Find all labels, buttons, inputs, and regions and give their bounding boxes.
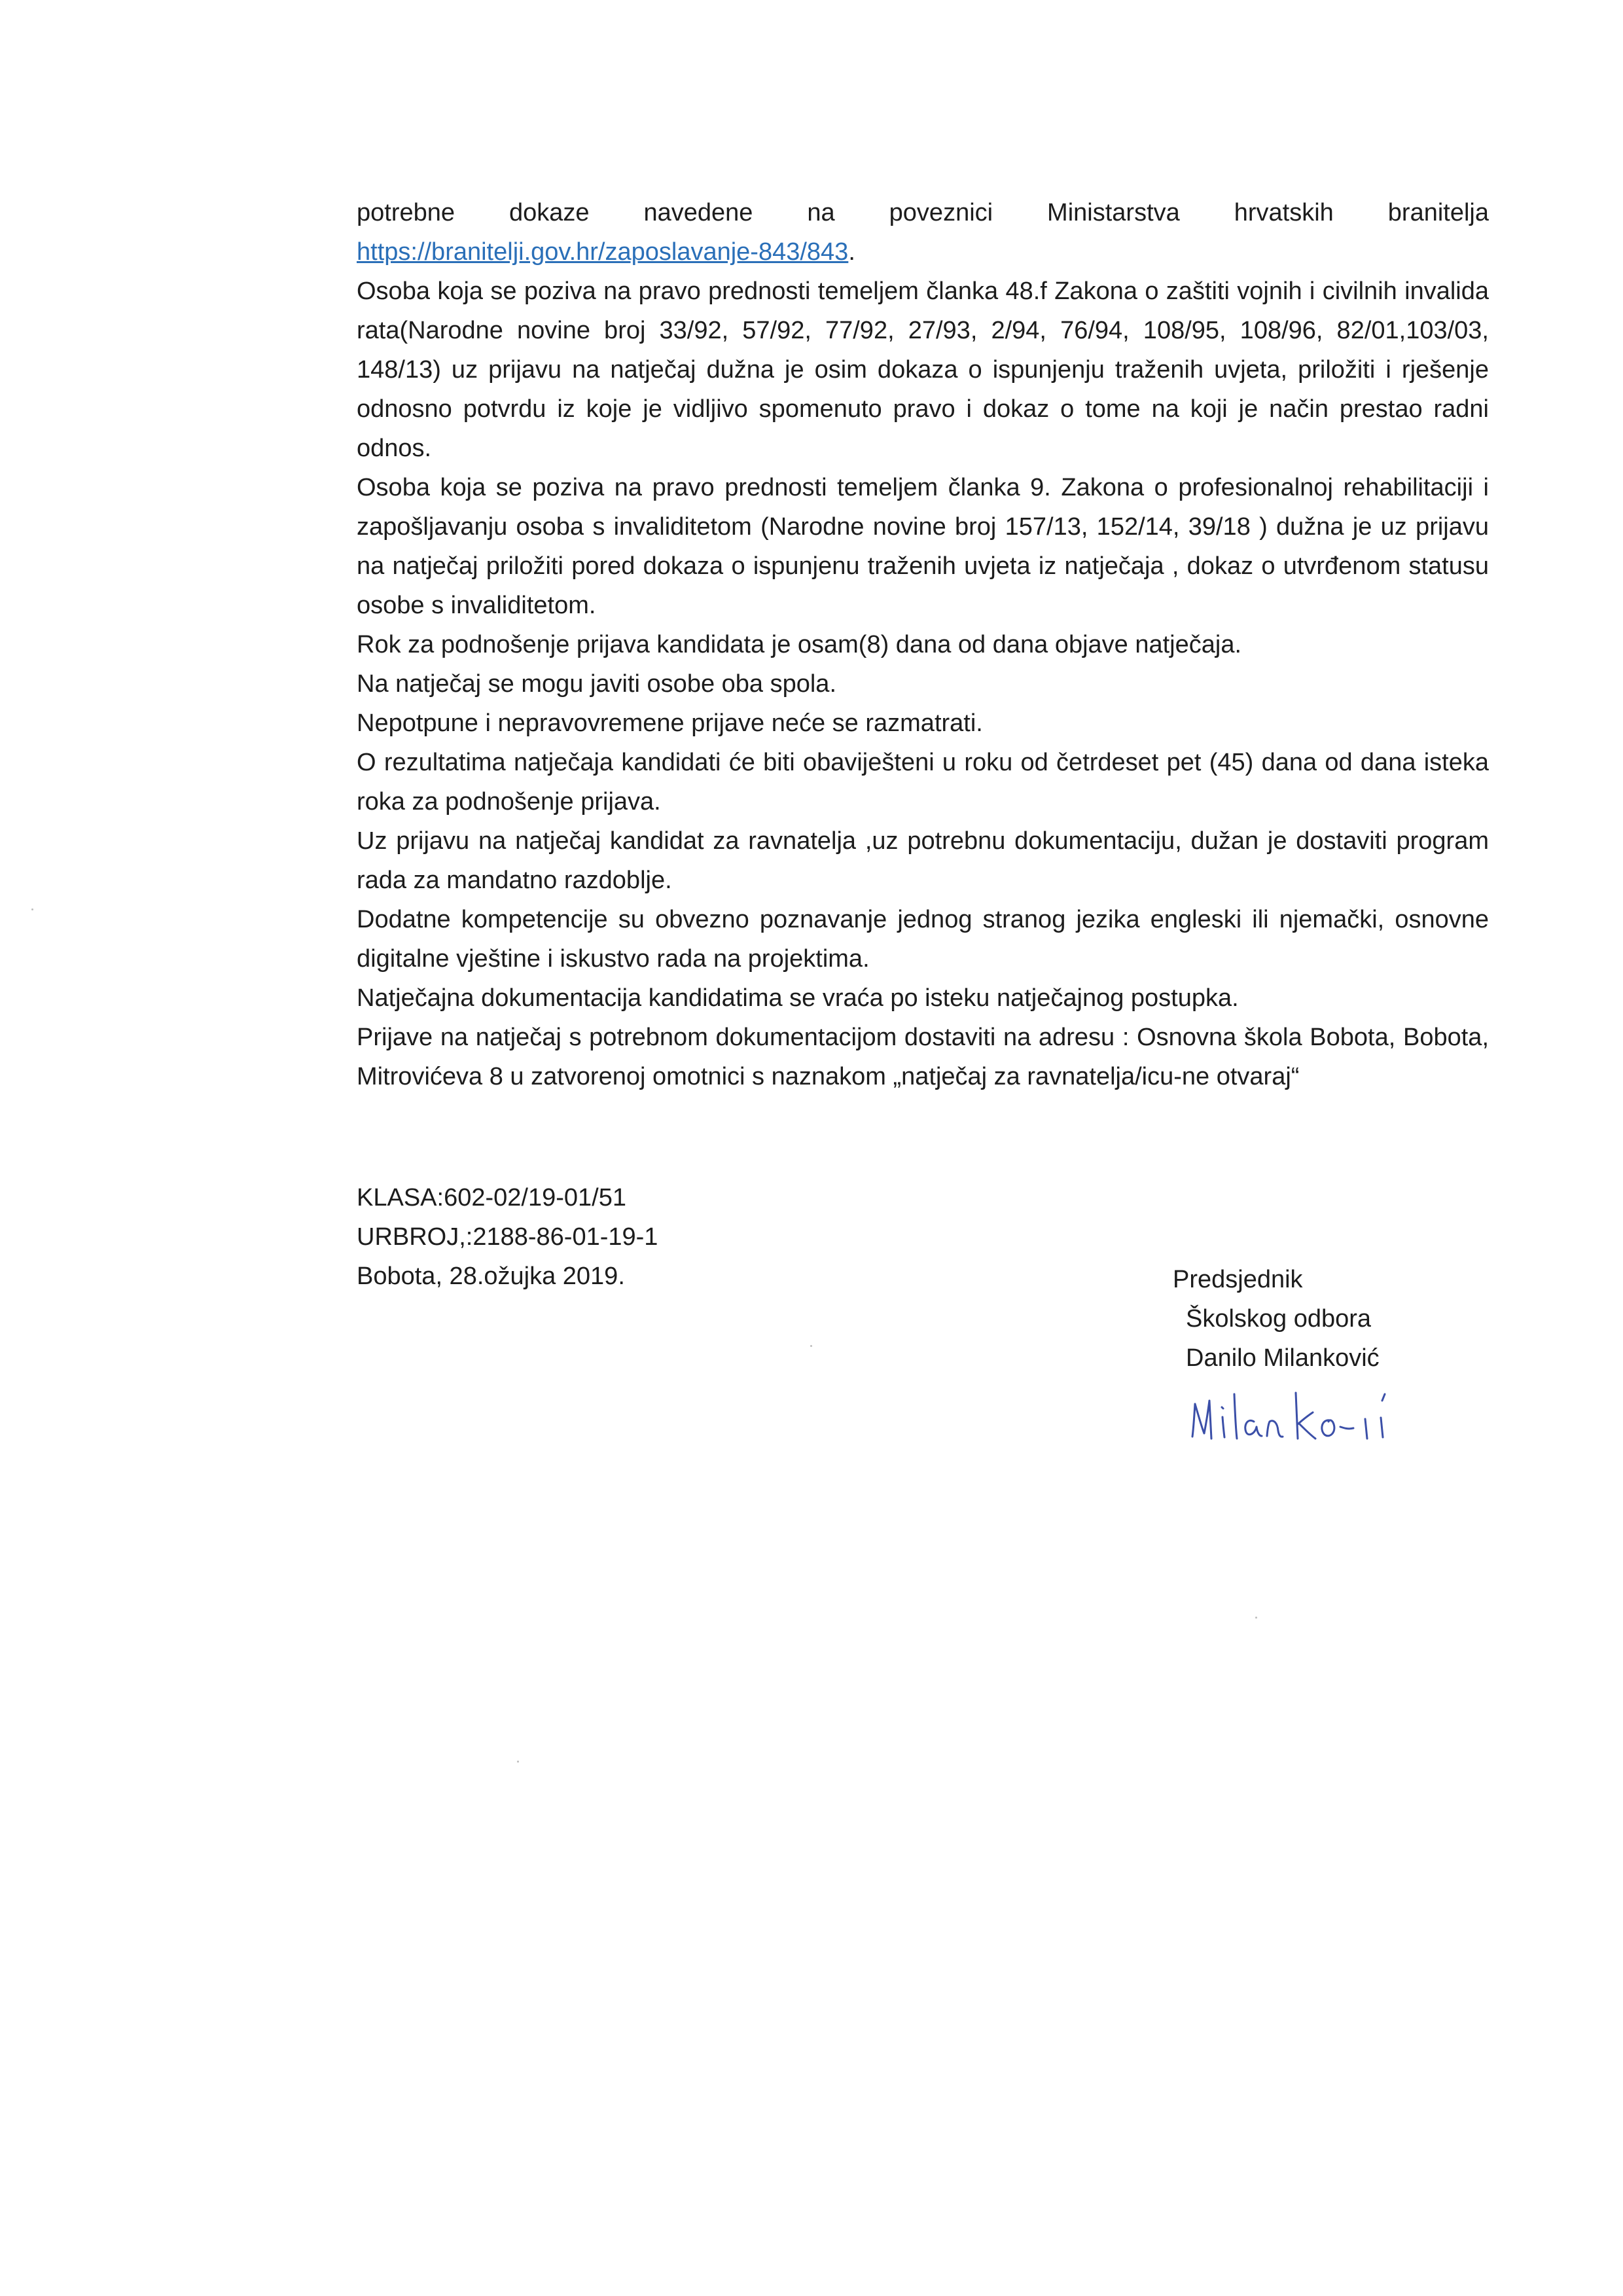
paragraph-results: O rezultatima natječaja kandidati će biti obaviješteni u roku od četrdeset pet (45) dana od dana isteka roka za podnošenje prijava. bbox=[357, 749, 1489, 816]
paragraph-both-genders: Na natječaj se mogu javiti osobe oba spola. bbox=[357, 670, 837, 698]
scan-speck bbox=[1255, 1617, 1257, 1619]
scan-speck bbox=[517, 1761, 519, 1763]
paragraph-proof-link bbox=[357, 193, 1489, 272]
paragraph-documents-return: Natječajna dokumentacija kandidatima se vraća po isteku natječajnog postupka. bbox=[357, 984, 1239, 1012]
signatory-title: Predsjednik bbox=[1173, 1266, 1303, 1293]
klasa-number: KLASA:602-02/19-01/51 bbox=[357, 1184, 626, 1211]
paragraph-war-invalids: Osoba koja se poziva na pravo prednosti temeljem članka 48.f Zakona o zaštiti vojnih i civilnih invalida rata(Narodne novine broj 33/92, 57/92, 77/92, 27/93, 2/94, 76/94, 108/95, 108/96, 82/01,103/03, 148/13) uz prijavu na natječaj dužna je osim dokaza o ispunjenju traženih uvjeta, priložiti i rješenje odnosno potvrdu iz koje je vidljivo spomenuto pravo i dokaz o tome na koji je način prestao radni odnos. bbox=[357, 278, 1489, 462]
paragraph-submission-address: Prijave na natječaj s potrebnom dokumentacijom dostaviti na adresu : Osnovna škola Bobota, Bobota, Mitrovićeva 8 u zatvorenoj omotnici s naznakom „natječaj za ravnatelja/icu-ne otvaraj“ bbox=[357, 1024, 1489, 1090]
place-date: Bobota, 28.ožujka 2019. bbox=[357, 1263, 625, 1290]
scan-speck bbox=[31, 908, 33, 910]
paragraph-work-program: Uz prijavu na natječaj kandidat za ravnatelja ,uz potrebnu dokumentaciju, dužan je dostaviti program rada za mandatno razdoblje. bbox=[357, 827, 1489, 894]
signatory-organization: Školskog odbora bbox=[1186, 1305, 1372, 1333]
paragraph-trailing: . bbox=[848, 238, 855, 266]
scan-speck bbox=[810, 1345, 812, 1347]
signatory-name: Danilo Milanković bbox=[1186, 1344, 1380, 1372]
paragraph-disability-rehab: Osoba koja se poziva na pravo prednosti temeljem članka 9. Zakona o profesionalnoj rehabilitaciji i zapošljavanju osoba s invaliditetom (Narodne novine broj 157/13, 152/14, 39/18 ) dužna je uz prijavu na natječaj priložiti pored dokaza o ispunjenu traženih uvjeta iz natječaja , dokaz o utvrđenom statusu osobe s invaliditetom. bbox=[357, 474, 1489, 619]
urbroj-number: URBROJ,:2188-86-01-19-1 bbox=[357, 1223, 658, 1251]
document-body bbox=[357, 193, 1489, 1096]
reference-block bbox=[357, 1178, 658, 1296]
paragraph-competencies: Dodatne kompetencije su obvezno poznavanje jednog stranog jezika engleski ili njemački, osnovne digitalne vještine i iskustvo rada na projektima. bbox=[357, 906, 1489, 973]
signature-block bbox=[1173, 1260, 1380, 1378]
ministry-link[interactable]: https://branitelji.gov.hr/zaposlavanje-843/843 bbox=[357, 238, 849, 266]
handwritten-signature bbox=[1185, 1381, 1400, 1453]
paragraph-deadline: Rok za podnošenje prijava kandidata je osam(8) dana od dana objave natječaja. bbox=[357, 631, 1242, 658]
paragraph-incomplete: Nepotpune i nepravovremene prijave neće se razmatrati. bbox=[357, 709, 983, 737]
paragraph-text: potrebne dokaze navedene na poveznici Ministarstva hrvatskih branitelja bbox=[357, 199, 1489, 226]
